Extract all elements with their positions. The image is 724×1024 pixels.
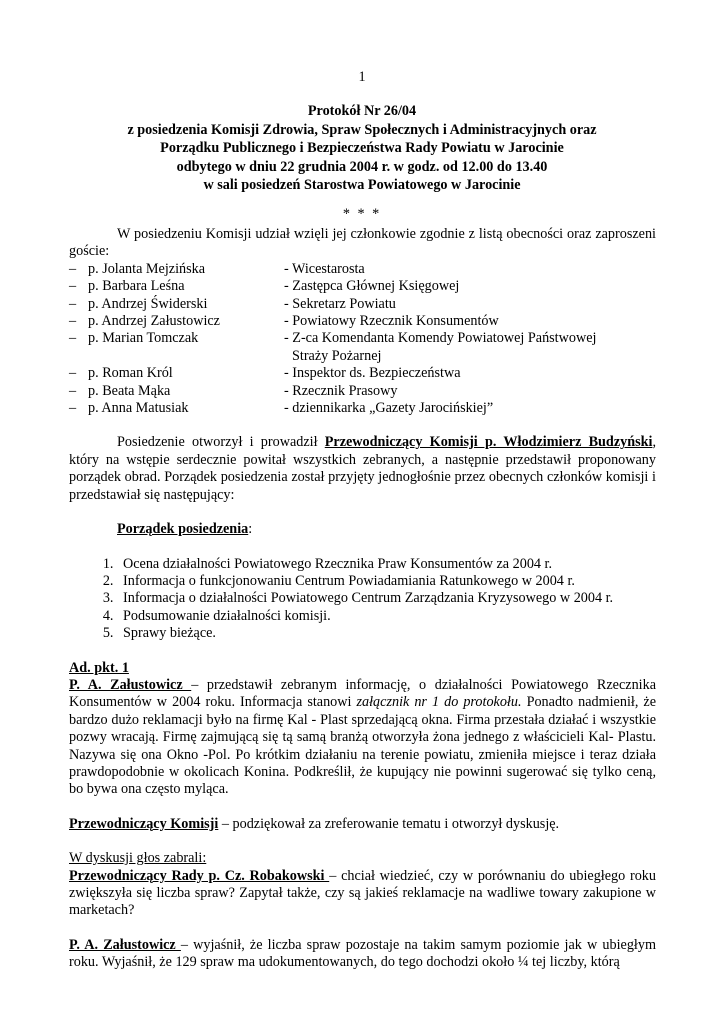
- attendee-name: p. Roman Król: [88, 365, 173, 382]
- attendee-name: p. Andrzej Załustowicz: [88, 313, 220, 330]
- list-dash: –: [69, 382, 77, 399]
- attendee-role: [284, 330, 656, 365]
- report-paragraph: [69, 677, 656, 799]
- agenda-item: 2. Informacja o funkcjonowaniu Centrum Powiadamiania Ratunkowego w 2004 r.: [117, 573, 656, 590]
- agenda-heading: [117, 521, 656, 538]
- answer-paragraph: [69, 937, 656, 972]
- agenda-item: 1. Ocena działalności Powiatowego Rzecznika Praw Konsumentów za 2004 r.: [117, 556, 656, 573]
- discussion-label: W dyskusji głos zabrali:: [69, 850, 207, 867]
- list-dash: –: [69, 278, 77, 295]
- attendee-name: p. Andrzej Świderski: [88, 295, 208, 312]
- opening-text: Posiedzenie otworzył i prowadził: [117, 434, 325, 451]
- agenda-item: 5. Sprawy bieżące.: [117, 625, 656, 642]
- attendee-role: - Rzecznik Prasowy: [284, 382, 398, 399]
- document-header: [60, 102, 664, 195]
- attendee-role-line: - Z-ca Komendanta Komendy Powiatowej Państwowej: [284, 330, 597, 347]
- opening-text-continued: , który na wstępie serdecznie powitał wszystkich zebranych, a następnie przedstawił proponowany porządek obrad. Porządek posiedzenia został przyjęty jednogłośnie przez obecnych członków komisji i przedstawiał się następujący:: [69, 434, 657, 503]
- attendee-name: p. Anna Matusiak: [88, 400, 189, 417]
- list-dash: –: [69, 313, 77, 330]
- attendee-role-continuation: Straży Pożarnej: [292, 347, 382, 364]
- chair-response-paragraph: [69, 816, 656, 833]
- agenda-item: 4. Podsumowanie działalności komisji.: [117, 608, 656, 625]
- list-dash: –: [69, 295, 77, 312]
- attendee-role: - Wicestarosta: [284, 260, 365, 277]
- attachment-reference: załącznik nr 1 do protokołu.: [356, 694, 522, 711]
- agenda-item: 3. Informacja o działalności Powiatowego Centrum Zarządzania Kryzysowego w 2004 r.: [117, 590, 656, 607]
- intro-paragraph: W posiedzeniu Komisji udział wzięli jej członkowie zgodnie z listą obecności oraz zaproszeni goście:: [69, 226, 656, 260]
- header-line-date: odbytego w dniu 22 grudnia 2004 r. w godz. od 12.00 do 13.40: [176, 158, 548, 175]
- attendee-name: p. Marian Tomczak: [88, 330, 199, 347]
- attendee-role: - dziennikarka „Gazety Jarocińskiej”: [284, 400, 494, 417]
- attendee-item: [69, 296, 656, 313]
- attendee-item: [69, 278, 656, 295]
- chair-response-text: – podziękował za zreferowanie tematu i otworzył dyskusję.: [218, 815, 560, 832]
- attendee-name: p. Jolanta Mejzińska: [88, 260, 206, 277]
- question-text: – chciał wiedzieć, czy w porównaniu do ubiegłego roku zwiększyła się liczba spraw? Zapytał także, czy są jakieś reklamacje na wadliwe towary zakupione w marketach?: [69, 867, 656, 919]
- attendee-list: [69, 261, 656, 418]
- question-paragraph: [69, 868, 656, 920]
- report-text-continued: Ponadto nadmienił, że bardzo dużo reklamacji było na firmę Kal - Plast sprzedającą okna. Firma przestała działać i wszystkie pozwy wracają. Firmę zajmującą się tą samą branżą otworzyła żona jednego z właścicieli Kal- Plastu. Nazywa się ona Okno -Pol. Po krótkim działaniu na terenie powiatu, zmieniła miejsce i teraz działa prawdopodobnie w okolicach Konina. Podkreślił, że kupujący nie powinni sugerować się tylko ceną, bo bywa ona często myląca.: [69, 694, 657, 798]
- speaker-name: Przewodniczący Rady p. Cz. Robakowski: [69, 867, 330, 884]
- speaker-name: P. A. Załustowicz: [69, 676, 192, 693]
- chairman-name: Przewodniczący Komisji p. Włodzimierz Budzyński: [324, 434, 653, 451]
- header-line-council: Porządku Publicznego i Bezpieczeństwa Rady Powiatu w Jarocinie: [160, 140, 564, 156]
- attendee-role: - Sekretarz Powiatu: [284, 295, 396, 312]
- header-line-committee: z posiedzenia Komisji Zdrowia, Spraw Społecznych i Administracyjnych oraz: [127, 121, 597, 138]
- report-text: – przedstawił zebranym informację, o działalności Powiatowego Rzecznika Konsumentów w 2004 roku. Informacja stanowi: [69, 676, 656, 711]
- opening-paragraph: [69, 434, 656, 504]
- attendee-role: - Inspektor ds. Bezpieczeństwa: [284, 365, 461, 382]
- agenda-list: [69, 556, 656, 643]
- page-number: 1: [358, 69, 366, 85]
- attendee-role: - Zastępca Głównej Księgowej: [284, 278, 460, 295]
- header-line-venue: w sali posiedzeń Starostwa Powiatowego w Jarocinie: [203, 177, 521, 193]
- attendee-role: - Powiatowy Rzecznik Konsumentów: [284, 313, 499, 330]
- protocol-title: Protokół Nr 26/04: [307, 103, 417, 119]
- attendee-item: [69, 261, 656, 278]
- answer-text: – wyjaśnił, że liczba spraw pozostaje na takim samym poziomie jak w ubiegłym roku. Wyjaśnił, że 129 spraw ma udokumentowanych, do tego dochodzi około ¼ tej liczby, którą: [69, 936, 656, 971]
- section-heading-ad1: Ad. pkt. 1: [69, 659, 129, 676]
- attendee-name: p. Beata Mąka: [88, 382, 171, 399]
- agenda-title: Porządek posiedzenia: [117, 521, 249, 538]
- attendee-item: [69, 365, 656, 382]
- document-body: [69, 226, 656, 972]
- speaker-name: P. A. Załustowicz: [69, 936, 181, 953]
- attendee-item: [69, 383, 656, 400]
- attendee-item: [69, 330, 656, 365]
- separator-stars: * * *: [342, 206, 382, 222]
- list-dash: –: [69, 330, 77, 347]
- speaker-name: Przewodniczący Komisji: [69, 815, 219, 832]
- list-dash: –: [69, 400, 77, 417]
- attendee-item: [69, 313, 656, 330]
- attendee-name: p. Barbara Leśna: [88, 278, 185, 295]
- list-dash: –: [69, 260, 77, 277]
- list-dash: –: [69, 365, 77, 382]
- attendee-item: [69, 400, 656, 417]
- agenda-title-colon: :: [248, 521, 253, 538]
